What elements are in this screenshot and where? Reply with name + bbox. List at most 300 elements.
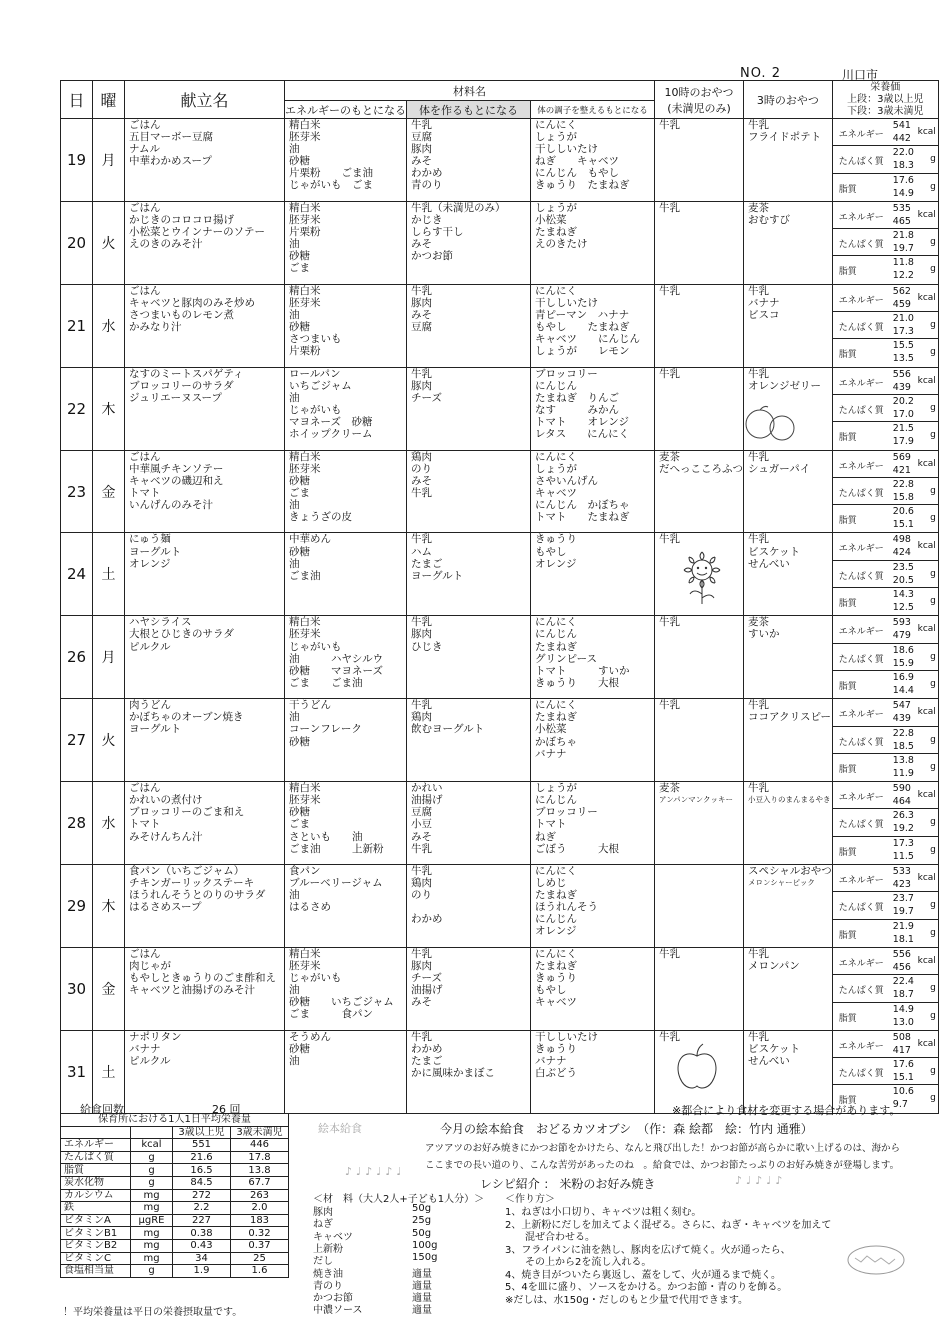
energy-food-item: 胚芽米 — [289, 131, 321, 144]
nutrition-value-over3: 15.5 — [892, 340, 914, 352]
condition-food-item: レタス にんにく — [535, 428, 630, 441]
avg-over3: 0.38 — [173, 1227, 231, 1240]
condition-food-item: 干ししいたけ — [535, 143, 598, 156]
nutrition-value-under3: 19.2 — [892, 823, 914, 835]
menu-table — [60, 80, 939, 1114]
nutrition-fat — [833, 422, 938, 449]
nutrition-unit: g — [930, 264, 936, 275]
condition-food-item: オレンジ — [535, 557, 577, 570]
condition-food-item: ねぎ — [535, 830, 556, 843]
col-menu: 献立名 — [125, 81, 285, 119]
menu-dish-item: 小松菜とウインナーのソテー — [129, 226, 265, 239]
avg-over3: 34 — [173, 1252, 231, 1265]
nutrition-unit: kcal — [917, 209, 936, 220]
nutrition-label: 脂質 — [838, 1096, 857, 1107]
avg-nutrient: カルシウム — [61, 1189, 131, 1202]
avg-over3: 16.5 — [173, 1164, 231, 1177]
nutrition-label: たんぱく質 — [838, 1069, 884, 1080]
menu-day-row — [61, 699, 939, 782]
energy-food — [285, 201, 407, 284]
body-food-item: かじき — [411, 213, 443, 226]
menu-dish-item: ナポリタン — [129, 1030, 182, 1043]
energy-food-item: 油 — [289, 143, 300, 156]
avg-under3: 17.8 — [231, 1151, 289, 1164]
condition-food-item: にんじん — [535, 794, 577, 807]
menu-dish-item: ごはん — [129, 119, 161, 131]
day-number: 31 — [61, 1030, 93, 1113]
nutrition-unit: g — [930, 844, 936, 855]
ingredient-name: 豚肉 — [313, 1207, 333, 1218]
recipe-step: 4、焼き目がついたら裏返し、蓋をして、火が通るまで焼く。 — [505, 1269, 781, 1281]
snack-3-item: オレンジゼリー — [748, 379, 821, 392]
condition-food — [531, 450, 655, 533]
nutrition-label: エネルギー — [838, 212, 884, 223]
energy-food-item: 砂糖 いちごジャム — [289, 996, 394, 1009]
nutrition-label: 脂質 — [838, 516, 857, 527]
ingredient-name: 青のり — [313, 1280, 343, 1292]
snack-10 — [655, 119, 744, 202]
menu-dish — [125, 533, 285, 616]
ingredient-name: かつお節 — [313, 1293, 353, 1305]
body-food-item: 豚肉 — [411, 143, 432, 156]
avg-nutrient: たんぱく質 — [61, 1151, 131, 1164]
nutrition-value-under3: 18.5 — [892, 740, 914, 752]
apple-icon — [672, 1042, 722, 1094]
nutrition-value-under3: 17.3 — [892, 326, 914, 338]
ingredient-quantity: 150g — [412, 1252, 438, 1264]
avg-nutrient: 脂質 — [61, 1164, 131, 1177]
day-of-week: 月 — [93, 616, 125, 699]
condition-food-item: なす みかん — [535, 403, 619, 416]
energy-food-item: 砂糖 — [289, 1042, 310, 1055]
snack-3 — [744, 699, 833, 782]
nutrition-cell — [832, 119, 938, 202]
snack-10 — [655, 450, 744, 533]
menu-dish-item: ごはん — [129, 201, 161, 214]
nutrition-value-under3: 424 — [892, 547, 911, 559]
body-food-item: 牛乳 — [411, 616, 432, 629]
snack-3-item: 牛乳 — [748, 450, 769, 463]
energy-food-item: 油 ハヤシルウ — [289, 652, 384, 665]
nutrition-label: エネルギー — [838, 710, 884, 721]
energy-food — [285, 865, 407, 948]
energy-food-item: ブルーベリージャム — [289, 877, 383, 890]
energy-food-item: さつまいも — [289, 333, 342, 346]
body-food — [407, 1030, 531, 1113]
condition-food-item: ブロッコリー — [535, 806, 598, 819]
snack-3-item: メロンシャーピック — [748, 878, 815, 888]
nutrition-label: たんぱく質 — [838, 986, 884, 997]
nutrition-label: 脂質 — [838, 930, 857, 941]
avg-nutrient: エネルギー — [61, 1139, 131, 1152]
snack-3-item: シュガーパイ — [748, 462, 811, 475]
nutrition-value-over3: 17.6 — [892, 174, 914, 186]
energy-food-item: 胚芽米 — [289, 794, 321, 807]
nutrition-value-under3: 17.9 — [892, 436, 914, 448]
menu-dish-item: キャベツの磯辺和え — [129, 474, 224, 487]
nutrition-label: たんぱく質 — [838, 820, 884, 831]
nutrition-unit: kcal — [917, 541, 936, 552]
condition-food-item: バナナ — [535, 747, 567, 760]
menu-day-row — [61, 782, 939, 865]
body-food-item: しらす干し — [411, 226, 464, 239]
snack-3 — [744, 782, 833, 865]
ingredient-name: 焼き油 — [313, 1268, 343, 1280]
nutrition-value-under3: 17.0 — [892, 408, 914, 420]
snack-10-item: 牛乳 — [659, 284, 680, 297]
avg-over3: 0.43 — [173, 1239, 231, 1252]
nutrition-value-under3: 442 — [892, 133, 911, 144]
snack-10-item: 牛乳 — [659, 367, 680, 380]
avg-nutrient: ビタミンC — [61, 1252, 131, 1265]
nutrition-protein — [833, 1058, 938, 1085]
ingredient-quantity: 適量 — [412, 1280, 432, 1292]
menu-dish-item: キャベツと油揚げのみそ汁 — [129, 984, 255, 997]
day-number: 24 — [61, 533, 93, 616]
day-number: 21 — [61, 284, 93, 367]
nutrition-value-over3: 22.0 — [892, 147, 914, 159]
snack-3 — [744, 284, 833, 367]
nutrition-value-under3: 19.7 — [892, 243, 914, 255]
menu-dish-item: はるさめスープ — [129, 901, 202, 914]
nutrition-fat — [833, 505, 938, 532]
menu-dish-item: 大根とひじきのサラダ — [129, 628, 234, 641]
energy-food-item: 片栗粉 ごま油 — [289, 167, 373, 180]
nutrition-energy — [833, 119, 938, 146]
day-of-week: 土 — [93, 533, 125, 616]
condition-food-item: しょうが — [535, 782, 577, 795]
nutrition-value-under3: 13.5 — [892, 353, 914, 365]
nutrition-unit: kcal — [917, 375, 936, 386]
snack-10 — [655, 865, 744, 948]
menu-dish-item: チキンガーリックステーキ — [129, 877, 255, 890]
condition-food-item: きゅうり — [535, 972, 577, 985]
nutrition-protein — [833, 561, 938, 588]
condition-food-item: 小松菜 — [535, 723, 567, 736]
energy-food-item: ホイップクリーム — [289, 428, 373, 441]
energy-food-item: 油 — [289, 711, 300, 724]
condition-food — [531, 865, 655, 948]
body-food — [407, 947, 531, 1030]
nutrition-value-over3: 556 — [892, 948, 911, 960]
body-food-item: 鶏肉 — [411, 877, 432, 890]
nutrition-value-under3: 465 — [892, 215, 911, 227]
music-notes-right-icon: ♪♩♪♩♪ — [735, 1174, 787, 1187]
nutrition-value-over3: 535 — [892, 202, 911, 214]
condition-food-item: トマト たまねぎ — [535, 511, 630, 524]
col-nutrition: 栄養価 上段：3歳以上児 下段：3歳未満児 — [832, 81, 938, 119]
body-food-item: みそ — [411, 996, 432, 1009]
avg-unit: mg — [131, 1239, 173, 1252]
nutrition-value-over3: 508 — [892, 1031, 911, 1043]
nutrition-value-over3: 10.6 — [892, 1086, 914, 1098]
menu-dish — [125, 450, 285, 533]
nutrition-value-under3: 9.7 — [892, 1099, 908, 1111]
nutrition-label: たんぱく質 — [838, 737, 884, 748]
energy-food-item: 干うどん — [289, 699, 331, 712]
nutrition-value-over3: 16.9 — [892, 671, 914, 683]
menu-dish-item: トマト — [129, 486, 161, 499]
condition-food-item: キャベツ にんじん — [535, 333, 640, 346]
ingredient-name: 上新粉 — [313, 1243, 343, 1255]
nutrition-label: 脂質 — [838, 350, 857, 361]
music-notes-left-icon: ♪♩♪♩♪♩ — [345, 1165, 406, 1178]
condition-food-item: 青ピーマン ハナナ — [535, 308, 630, 321]
nutrition-value-over3: 23.7 — [892, 893, 914, 905]
nutrition-value-over3: 20.6 — [892, 506, 914, 518]
avg-nutrient: 炭水化物 — [61, 1176, 131, 1189]
avg-under3: 0.37 — [231, 1239, 289, 1252]
nutrition-unit: g — [930, 817, 936, 828]
body-food-item: 青のり — [411, 179, 443, 192]
body-food-item: 豚肉 — [411, 628, 432, 641]
nutrition-cell — [832, 782, 938, 865]
nutrition-value-over3: 26.3 — [892, 810, 914, 822]
day-number: 19 — [61, 119, 93, 202]
nutrition-cell — [832, 865, 938, 948]
avg-nutrient: ビタミンB1 — [61, 1227, 131, 1240]
condition-food-item: にんにく — [535, 699, 577, 712]
nutrition-value-under3: 423 — [892, 879, 911, 891]
nutrition-cell — [832, 1030, 938, 1113]
body-food-item: 牛乳 — [411, 119, 432, 131]
nutrition-unit: kcal — [917, 873, 936, 884]
average-row — [61, 1139, 289, 1152]
nutrition-protein — [833, 975, 938, 1002]
steps-title: ＜作り方＞ — [505, 1194, 555, 1205]
snack-3-item: 牛乳 — [748, 782, 769, 795]
energy-food-item: 油 — [289, 557, 300, 570]
snack-3-item: 麦茶 — [748, 616, 769, 629]
nutrition-value-over3: 547 — [892, 700, 911, 712]
nutrition-energy — [833, 533, 938, 560]
menu-day-row — [61, 533, 939, 616]
average-row — [61, 1176, 289, 1189]
condition-food-item: 小松菜 — [535, 213, 567, 226]
energy-food-item: じゃがいも ごま — [289, 179, 373, 192]
body-food-item: 牛乳 — [411, 842, 432, 855]
snack-10 — [655, 367, 744, 450]
condition-food — [531, 1030, 655, 1113]
condition-food-item: にんじん — [535, 913, 577, 926]
nutrition-label: たんぱく質 — [838, 323, 884, 334]
body-food-item — [407, 901, 530, 913]
nutrition-energy — [833, 1031, 938, 1058]
nutrition-energy — [833, 782, 938, 809]
snack-10-item: 牛乳 — [659, 533, 680, 546]
nutrition-fat — [833, 671, 938, 698]
condition-food-item: グリンピース — [535, 652, 598, 665]
average-row — [61, 1239, 289, 1252]
body-food-item: 牛乳（未満児のみ） — [411, 201, 506, 214]
nutrition-label: たんぱく質 — [838, 240, 884, 251]
nutrition-unit: kcal — [917, 624, 936, 635]
nutrition-unit: g — [930, 320, 936, 331]
menu-dish — [125, 947, 285, 1030]
condition-food-item: ほうれんそう — [535, 901, 598, 914]
nutrition-value-under3: 15.9 — [892, 657, 914, 669]
avg-unit: g — [131, 1265, 173, 1278]
avg-head-under3: 3歳未満児 — [231, 1126, 289, 1139]
snack-3 — [744, 616, 833, 699]
menu-dish-item: いんげんのみそ汁 — [129, 498, 213, 511]
avg-under3: 13.8 — [231, 1164, 289, 1177]
day-number: 30 — [61, 947, 93, 1030]
average-footnote: ！平均栄養量は平日の栄養摂取量です。 — [63, 1307, 243, 1318]
energy-food-item: マヨネーズ 砂糖 — [289, 416, 373, 429]
ehon-title: 今月の絵本給食 おどるカツオブシ （作：森 絵都 絵：竹内 通雅） — [440, 1122, 813, 1136]
menu-dish-item: かれいの煮付け — [129, 794, 203, 807]
body-food — [407, 450, 531, 533]
nutrition-cell — [832, 699, 938, 782]
nutrition-energy — [833, 948, 938, 975]
body-food-item: わかめ — [411, 913, 443, 926]
okonomiyaki-icon — [845, 1238, 907, 1278]
nutrition-value-over3: 21.5 — [892, 423, 914, 435]
orange-icon — [742, 404, 798, 444]
nutrition-unit: g — [930, 900, 936, 911]
nutrition-label: たんぱく質 — [838, 405, 884, 416]
nutrition-cell — [832, 450, 938, 533]
body-food-item: 牛乳 — [411, 367, 432, 380]
nutrition-value-over3: 21.9 — [892, 920, 914, 932]
body-food-item: 豚肉 — [411, 379, 432, 392]
condition-food-item: トマト オレンジ — [535, 416, 629, 429]
nutrition-fat — [833, 920, 938, 947]
nutrition-unit: kcal — [917, 127, 936, 137]
day-of-week: 水 — [93, 782, 125, 865]
body-food-item: たまご — [411, 1054, 443, 1067]
nutrition-value-over3: 20.2 — [892, 395, 914, 407]
energy-food-item: いちごジャム — [289, 379, 352, 392]
condition-food-item: 白ぶどう — [535, 1067, 577, 1080]
body-food — [407, 284, 531, 367]
nutrition-value-under3: 459 — [892, 298, 911, 310]
menu-dish — [125, 865, 285, 948]
avg-unit: g — [131, 1151, 173, 1164]
body-food-item: 鶏肉 — [411, 450, 432, 463]
ingredient-quantity: 適量 — [412, 1293, 432, 1305]
energy-food — [285, 1030, 407, 1113]
day-number: 27 — [61, 699, 93, 782]
day-of-week: 金 — [93, 450, 125, 533]
col-energy-source: エネルギーのもとになる — [285, 101, 407, 119]
nutrition-value-under3: 479 — [892, 630, 911, 642]
nutrition-label: 脂質 — [838, 267, 857, 278]
menu-dish-item: かじきのコロコロ揚げ — [129, 213, 234, 226]
nutrition-unit: g — [930, 1066, 936, 1077]
nutrition-label: たんぱく質 — [838, 903, 884, 914]
condition-food — [531, 367, 655, 450]
body-food-item: 牛乳 — [411, 284, 432, 297]
snack-3-item: せんべい — [748, 557, 790, 570]
menu-dish-item: ブロッコリーのごま和え — [129, 806, 245, 819]
nutrition-label: 脂質 — [838, 681, 857, 692]
condition-food-item: たまねぎ — [535, 640, 577, 653]
condition-food — [531, 782, 655, 865]
snack-3-item: メロンパン — [748, 960, 800, 972]
body-food — [407, 782, 531, 865]
body-food-item: 牛乳 — [411, 947, 432, 960]
body-food-item: かれい — [411, 782, 443, 795]
nutrition-unit: kcal — [917, 790, 936, 801]
nutrition-unit: g — [930, 568, 936, 579]
menu-day-row — [61, 450, 939, 533]
nutrition-protein — [833, 146, 938, 173]
snack-3-item: 牛乳 — [748, 947, 769, 960]
body-food-item: みそ — [411, 308, 432, 321]
nutrition-label: 脂質 — [838, 184, 857, 195]
nutrition-protein — [833, 478, 938, 505]
energy-food-item: じゃがいも — [289, 640, 342, 653]
average-title: 保育所における1人1日平均栄養量 — [61, 1114, 289, 1127]
menu-dish — [125, 699, 285, 782]
avg-unit: g — [131, 1176, 173, 1189]
nutrition-protein — [833, 312, 938, 339]
nutrition-value-over3: 21.0 — [892, 313, 914, 325]
snack-10-item: 牛乳 — [659, 1030, 680, 1043]
nutrition-value-under3: 13.0 — [892, 1016, 914, 1028]
snack-3-item: ビスコ — [748, 308, 780, 321]
body-food-item: 豚肉 — [411, 960, 432, 972]
body-food-item: 鶏肉 — [411, 711, 432, 724]
condition-food — [531, 947, 655, 1030]
snack-3-item: バナナ — [748, 296, 780, 309]
recipe-step: ※だしは、水150g・だしのもと少量で代用できます。 — [505, 1294, 749, 1306]
energy-food-item: 油 — [289, 498, 300, 511]
nutrition-unit: g — [930, 678, 936, 689]
nutrition-unit: kcal — [917, 292, 936, 303]
body-food-item: 豆腐 — [411, 131, 432, 144]
recipe-step: 混ぜ合わせる。 — [505, 1232, 595, 1243]
menu-dish-item: みそけんちん汁 — [129, 830, 203, 843]
day-number: 29 — [61, 865, 93, 948]
nutrition-value-over3: 23.5 — [892, 561, 914, 573]
condition-food-item: にんにく — [535, 947, 577, 960]
energy-food — [285, 616, 407, 699]
energy-food-item: 油 — [289, 984, 300, 997]
snack-3-item: ビスケット — [748, 545, 800, 558]
nutrition-cell — [832, 284, 938, 367]
avg-over3: 2.2 — [173, 1202, 231, 1215]
snack-10-item: 牛乳 — [659, 699, 680, 712]
ehon-stamp: 絵本給食 — [318, 1122, 362, 1135]
nutrition-fat — [833, 837, 938, 864]
menu-dish-item: キャベツと豚肉のみそ炒め — [129, 296, 255, 309]
nutrition-value-over3: 22.4 — [892, 976, 914, 988]
body-food-item: のり — [411, 462, 432, 475]
energy-food-item: 胚芽米 — [289, 628, 321, 641]
condition-food-item: もやし — [535, 984, 567, 997]
avg-over3: 84.5 — [173, 1176, 231, 1189]
ingredient-quantity: 50g — [412, 1227, 432, 1239]
condition-food-item: しょうが — [535, 462, 577, 475]
menu-dish-item: 中華風チキンソテー — [129, 462, 224, 475]
energy-food-item: 胚芽米 — [289, 213, 321, 226]
energy-food — [285, 450, 407, 533]
meal-count-label: 給食回数 — [80, 1103, 124, 1116]
snack-10 — [655, 616, 744, 699]
energy-food-item: ごま油 — [289, 569, 321, 582]
energy-food-item: 精白米 — [289, 450, 321, 463]
snack-10-item: 麦茶 — [659, 782, 680, 795]
snack-3-item: フライドポテト — [748, 131, 822, 144]
condition-food-item: きゅうり — [535, 533, 577, 546]
menu-dish-item: ピルクル — [129, 640, 171, 653]
nutrition-unit: g — [930, 1010, 936, 1021]
nutrition-cell — [832, 367, 938, 450]
condition-food-item: きゅうり — [535, 1042, 577, 1055]
